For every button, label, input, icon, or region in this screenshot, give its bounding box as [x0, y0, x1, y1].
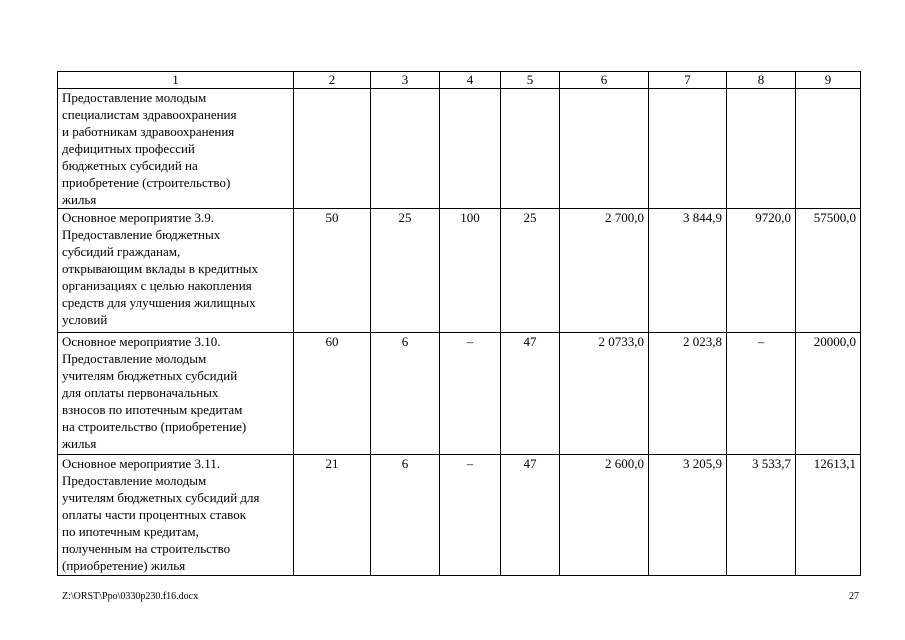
description-line: субсидий гражданам, [62, 244, 181, 259]
row-description [58, 333, 294, 455]
description-line: Основное мероприятие 3.11. [62, 456, 220, 471]
table-cell: 47 [501, 455, 560, 576]
description-line: приобретение (строительство) [62, 175, 231, 190]
column-header: 1 [58, 72, 294, 89]
table-row [58, 455, 861, 576]
table-cell: 21 [294, 455, 371, 576]
table-cell: 25 [501, 209, 560, 333]
description-line: для оплаты первоначальных [62, 385, 219, 400]
table-cell: 3 844,9 [649, 209, 727, 333]
description-line: жилья [62, 192, 97, 207]
budget-table [57, 71, 861, 576]
description-line: учителям бюджетных субсидий для [62, 490, 260, 505]
table-cell: – [440, 333, 501, 455]
table-cell: 57500,0 [796, 209, 861, 333]
table-cell: 100 [440, 209, 501, 333]
description-line: полученным на строительство [62, 541, 231, 556]
table-cell: 6 [371, 455, 440, 576]
description-line: Предоставление молодым [62, 90, 207, 105]
table-cell: – [440, 455, 501, 576]
description-line: Основное мероприятие 3.9. [62, 210, 214, 225]
description-line: организациях с целью накопления [62, 278, 252, 293]
column-header: 6 [560, 72, 649, 89]
description-line: по ипотечным кредитам, [62, 524, 199, 539]
table-cell: 9720,0 [727, 209, 796, 333]
table-cell: 12613,1 [796, 455, 861, 576]
table-cell [371, 89, 440, 209]
table-cell [294, 89, 371, 209]
table-cell [796, 89, 861, 209]
table-cell: 25 [371, 209, 440, 333]
description-line: бюджетных субсидий на [62, 158, 198, 173]
column-header: 5 [501, 72, 560, 89]
table-cell [649, 89, 727, 209]
description-line: средств для улучшения жилищных [62, 295, 256, 310]
table-cell: 60 [294, 333, 371, 455]
table-row [58, 209, 861, 333]
description-line: дефицитных профессий [62, 141, 195, 156]
description-line: Предоставление молодым [62, 473, 207, 488]
table-cell [440, 89, 501, 209]
table-header-row [58, 72, 861, 89]
table-cell: 47 [501, 333, 560, 455]
table-cell [560, 89, 649, 209]
column-header: 2 [294, 72, 371, 89]
row-description [58, 209, 294, 333]
description-line: и работникам здравоохранения [62, 124, 235, 139]
footer-file-path: Z:\ORST\Ppo\0330p230.f16.docx [62, 591, 199, 602]
description-line: условий [62, 312, 108, 327]
table-row [58, 333, 861, 455]
table-row [58, 89, 861, 209]
table-cell: 2 0733,0 [560, 333, 649, 455]
table-cell: 2 600,0 [560, 455, 649, 576]
description-line: жилья [62, 436, 97, 451]
table-cell: 3 205,9 [649, 455, 727, 576]
page-number: 27 [849, 591, 859, 602]
description-line: (приобретение) жилья [62, 558, 186, 573]
row-description [58, 455, 294, 576]
description-line: учителям бюджетных субсидий [62, 368, 238, 383]
description-line: Предоставление бюджетных [62, 227, 221, 242]
description-line: Основное мероприятие 3.10. [62, 334, 221, 349]
column-header: 9 [796, 72, 861, 89]
table-cell: 2 700,0 [560, 209, 649, 333]
table-cell: 2 023,8 [649, 333, 727, 455]
column-header: 3 [371, 72, 440, 89]
description-line: оплаты части процентных ставок [62, 507, 247, 522]
table-cell: 20000,0 [796, 333, 861, 455]
column-header: 4 [440, 72, 501, 89]
description-line: взносов по ипотечным кредитам [62, 402, 243, 417]
table-cell [727, 89, 796, 209]
table-cell [501, 89, 560, 209]
description-line: специалистам здравоохранения [62, 107, 237, 122]
description-line: открывающим вклады в кредитных [62, 261, 259, 276]
table-cell: 6 [371, 333, 440, 455]
table-cell: 50 [294, 209, 371, 333]
column-header: 7 [649, 72, 727, 89]
column-header: 8 [727, 72, 796, 89]
table-cell: – [727, 333, 796, 455]
description-line: на строительство (приобретение) [62, 419, 247, 434]
description-line: Предоставление молодым [62, 351, 207, 366]
table-cell: 3 533,7 [727, 455, 796, 576]
row-description [58, 89, 294, 209]
